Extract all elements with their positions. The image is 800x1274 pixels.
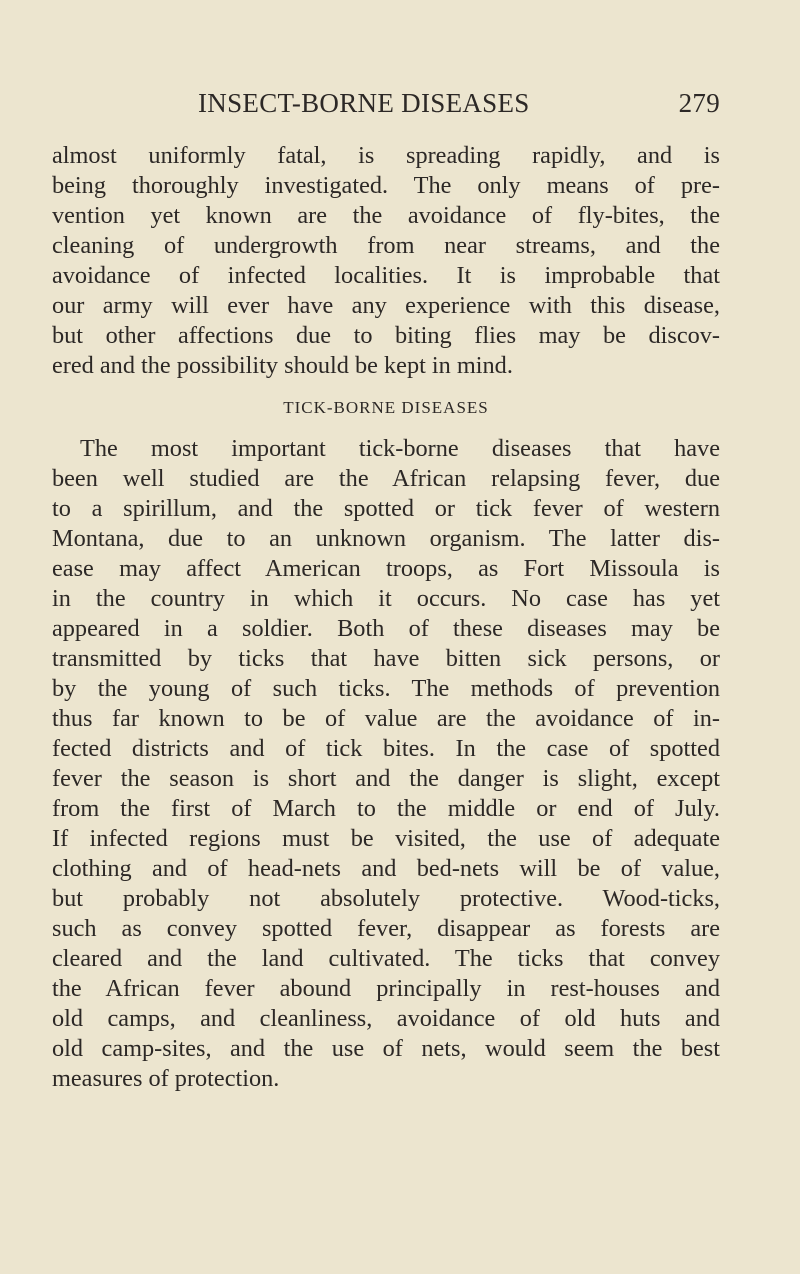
text-line: in the country in which it occurs. No case has yet [52,585,720,612]
text-line: the African fever abound principally in rest-houses and [52,975,720,1002]
text-line: If infected regions must be visited, the use of adequate [52,825,720,852]
text-line: by the young of such ticks. The methods of prevention [52,675,720,702]
text-line: been well studied are the African relapsing fever, due [52,465,720,492]
text-line: measures of protection. [52,1065,280,1092]
text-line: thus far known to be of value are the avoidance of in- [52,705,720,732]
section-heading: TICK-BORNE DISEASES [283,398,489,417]
text-line: ease may affect American troops, as Fort Missoula is [52,555,720,582]
text-line: fected districts and of tick bites. In the case of spotted [52,735,720,762]
text-line: being thoroughly investigated. The only means of pre- [52,172,720,199]
running-title: INSECT-BORNE DISEASES [198,88,530,118]
text-line: cleared and the land cultivated. The ticks that convey [52,945,720,972]
text-line: old camps, and cleanliness, avoidance of old huts and [52,1005,720,1032]
text-line: avoidance of infected localities. It is improbable that [52,262,720,289]
page-number: 279 [678,88,720,118]
text-line: clothing and of head-nets and bed-nets will be of value, [52,855,720,882]
text-line: vention yet known are the avoidance of fly-bites, the [52,202,720,229]
running-head [198,88,720,124]
text-line: ered and the possibility should be kept in mind. [52,352,513,379]
text-line: appeared in a soldier. Both of these diseases may be [52,615,720,642]
text-line: to a spirillum, and the spotted or tick fever of western [52,495,720,522]
text-line: transmitted by ticks that have bitten sick persons, or [52,645,720,672]
text-line: old camp-sites, and the use of nets, would seem the best [52,1035,720,1062]
text-line: such as convey spotted fever, disappear as forests are [52,915,720,942]
text-line: Montana, due to an unknown organism. The latter dis- [52,525,720,552]
text-line: from the first of March to the middle or end of July. [52,795,720,822]
text-line: our army will ever have any experience with this disease, [52,292,720,319]
text-line: The most important tick-borne diseases that have [80,435,720,462]
text-line: but probably not absolutely protective. Wood-ticks, [52,885,720,912]
text-line: almost uniformly fatal, is spreading rapidly, and is [52,142,720,169]
text-line: fever the season is short and the danger is slight, except [52,765,720,792]
text-line: cleaning of undergrowth from near streams, and the [52,232,720,259]
text-line: but other affections due to biting flies may be discov- [52,322,720,349]
